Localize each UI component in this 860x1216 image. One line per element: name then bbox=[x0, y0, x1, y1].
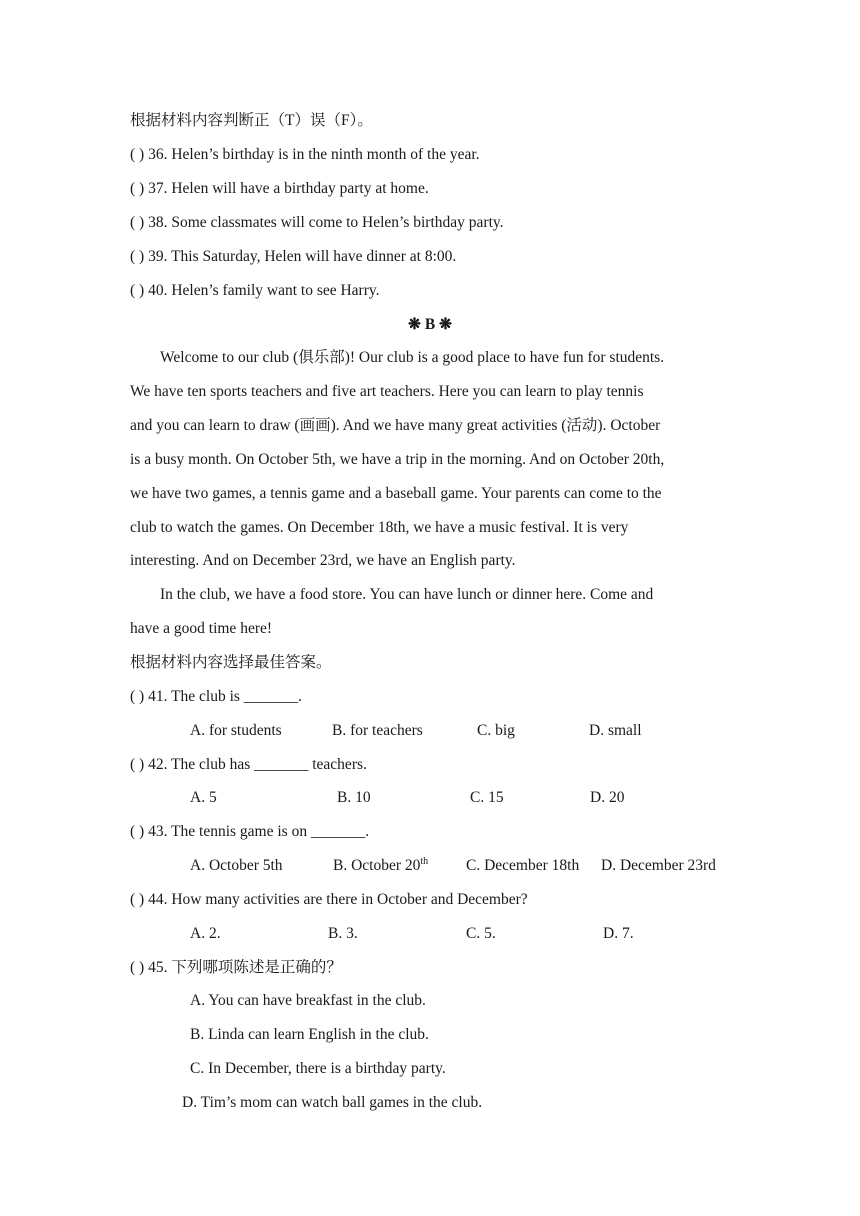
passage-line: Welcome to our club (俱乐部)! Our club is a good place to have fun for students. bbox=[160, 349, 665, 366]
question-43: ( ) 43. The tennis game is on _______. bbox=[130, 823, 370, 840]
instruction-tf: 根据材料内容判断正（T）误（F）。 bbox=[130, 112, 373, 129]
passage-line: interesting. And on December 23rd, we have an English party. bbox=[130, 552, 516, 569]
passage-line: is a busy month. On October 5th, we have a trip in the morning. And on October 20th, bbox=[130, 451, 665, 468]
section-b-heading: ❋ B ❋ bbox=[407, 316, 453, 333]
passage-line: and you can learn to draw (画画). And we have many great activities (活动). October bbox=[130, 417, 661, 434]
instruction-choice: 根据材料内容选择最佳答案。 bbox=[130, 654, 332, 671]
option-41a: A. for students bbox=[190, 722, 282, 739]
option-42a: A. 5 bbox=[190, 789, 217, 806]
option-44d: D. 7. bbox=[603, 925, 634, 942]
question-44: ( ) 44. How many activities are there in October and December? bbox=[130, 891, 528, 908]
question-36: ( ) 36. Helen’s birthday is in the ninth month of the year. bbox=[130, 146, 480, 163]
option-44a: A. 2. bbox=[190, 925, 221, 942]
question-37: ( ) 37. Helen will have a birthday party at home. bbox=[130, 180, 429, 197]
option-43a: A. October 5th bbox=[190, 857, 283, 874]
ordinal-suffix: th bbox=[420, 855, 429, 867]
option-42c: C. 15 bbox=[470, 789, 504, 806]
option-43b-text: B. October 20 bbox=[333, 857, 421, 874]
option-42b: B. 10 bbox=[337, 789, 371, 806]
option-41c: C. big bbox=[477, 722, 515, 739]
passage-line: we have two games, a tennis game and a baseball game. Your parents can come to the bbox=[130, 485, 662, 502]
passage-line: club to watch the games. On December 18th, we have a music festival. It is very bbox=[130, 519, 629, 536]
option-45a: A. You can have breakfast in the club. bbox=[190, 992, 426, 1009]
question-45: ( ) 45. 下列哪项陈述是正确的？ bbox=[130, 959, 342, 976]
option-41d: D. small bbox=[589, 722, 642, 739]
option-44c: C. 5. bbox=[466, 925, 496, 942]
passage-line: In the club, we have a food store. You can have lunch or dinner here. Come and bbox=[160, 586, 654, 603]
option-45d: D. Tim’s mom can watch ball games in the club. bbox=[182, 1094, 483, 1111]
option-44b: B. 3. bbox=[328, 925, 358, 942]
option-43c: C. December 18th bbox=[466, 857, 580, 874]
question-41: ( ) 41. The club is _______. bbox=[130, 688, 302, 705]
option-42d: D. 20 bbox=[590, 789, 625, 806]
option-41b: B. for teachers bbox=[332, 722, 423, 739]
option-43d: D. December 23rd bbox=[601, 857, 716, 874]
question-40: ( ) 40. Helen’s family want to see Harry. bbox=[130, 282, 380, 299]
question-42: ( ) 42. The club has _______ teachers. bbox=[130, 756, 367, 773]
passage-line: have a good time here! bbox=[130, 620, 273, 637]
option-43b bbox=[333, 856, 428, 876]
option-45c: C. In December, there is a birthday party. bbox=[190, 1060, 446, 1077]
passage-line: We have ten sports teachers and five art teachers. Here you can learn to play tennis bbox=[130, 383, 644, 400]
question-39: ( ) 39. This Saturday, Helen will have dinner at 8:00. bbox=[130, 248, 457, 265]
option-45b: B. Linda can learn English in the club. bbox=[190, 1026, 429, 1043]
question-38: ( ) 38. Some classmates will come to Helen’s birthday party. bbox=[130, 214, 504, 231]
